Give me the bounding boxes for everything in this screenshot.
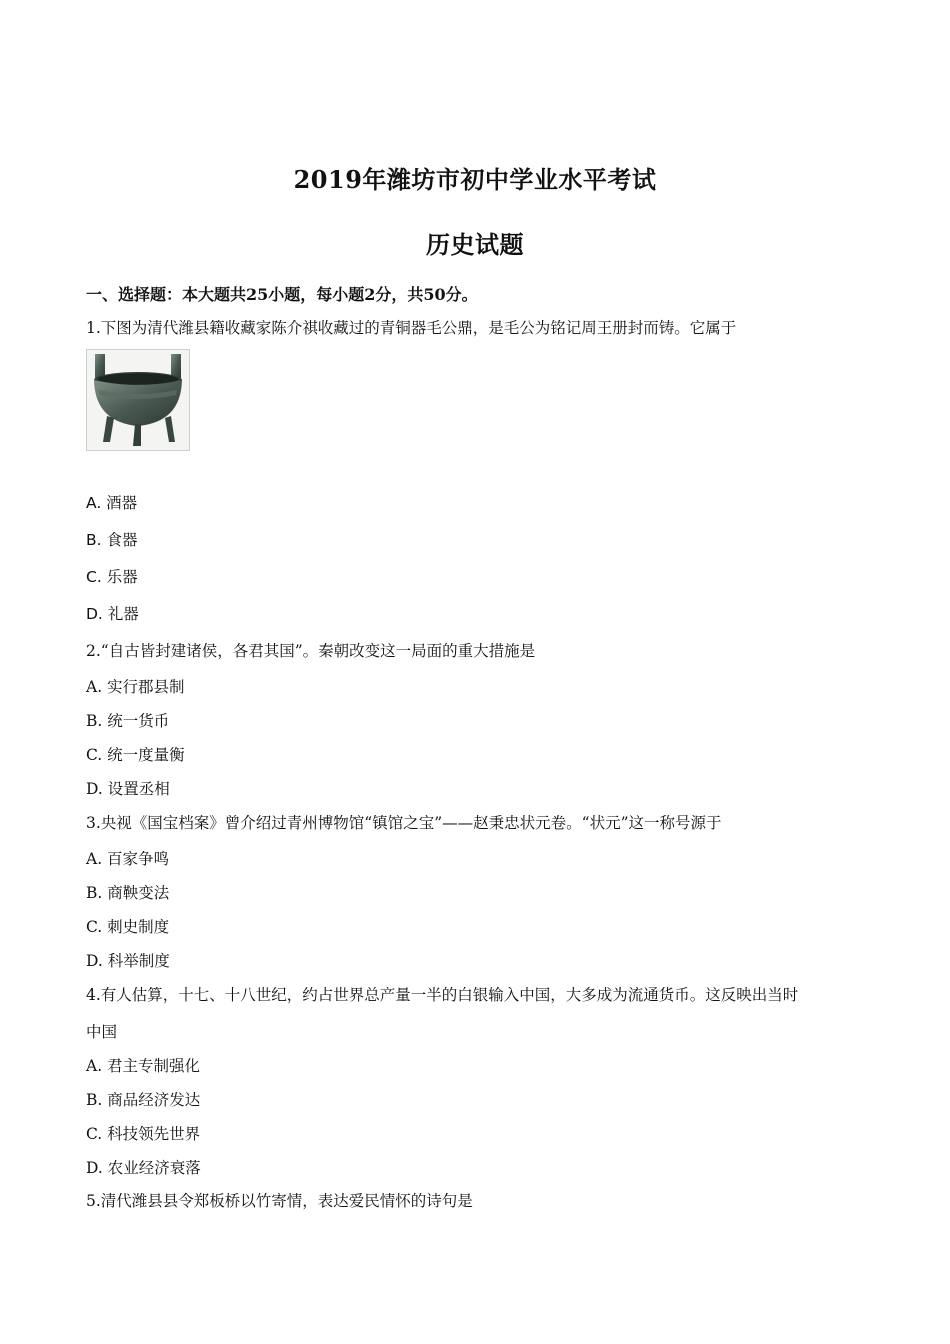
bronze-ding-icon <box>87 350 189 450</box>
question-1-option-a: A. 酒器 <box>86 494 138 512</box>
question-1-option-b: B. 食器 <box>86 531 138 549</box>
question-1-stem: 1.下图为清代潍县籍收藏家陈介祺收藏过的青铜器毛公鼎，是毛公为铭记周王册封而铸。它属于 <box>86 319 737 337</box>
question-2-stem: 2.“自古皆封建诸侯，各君其国”。秦朝改变这一局面的重大措施是 <box>86 642 536 660</box>
bronze-ding-image <box>86 349 190 451</box>
question-3-option-d: D. 科举制度 <box>86 952 170 970</box>
question-3-stem: 3.央视《国宝档案》曾介绍过青州博物馆“镇馆之宝”——赵秉忠状元卷。“状元”这一称号源于 <box>86 814 722 832</box>
question-5-stem: 5.清代潍县县令郑板桥以竹寄情，表达爱民情怀的诗句是 <box>86 1192 473 1210</box>
question-1-option-c: C. 乐器 <box>86 568 138 586</box>
question-3-option-a: A. 百家争鸣 <box>86 850 170 868</box>
question-3-option-c: C. 刺史制度 <box>86 918 170 936</box>
exam-subject: 历史试题 <box>426 230 524 259</box>
question-4-option-d: D. 农业经济衰落 <box>86 1159 201 1177</box>
question-2-option-b: B. 统一货币 <box>86 712 170 730</box>
question-1-option-d: D. 礼器 <box>86 605 139 623</box>
section-heading: 一、选择题：本大题共25小题，每小题2分，共50分。 <box>86 285 478 304</box>
question-4-stem-continued: 中国 <box>86 1023 118 1041</box>
question-4-stem: 4.有人估算，十七、十八世纪，约占世界总产量一半的白银输入中国，大多成为流通货币。这反映出当时 <box>86 986 799 1004</box>
exam-title: 2019年潍坊市初中学业水平考试 <box>293 165 657 194</box>
question-4-option-a: A. 君主专制强化 <box>86 1057 201 1075</box>
question-4-option-b: B. 商品经济发达 <box>86 1091 201 1109</box>
question-3-option-b: B. 商鞅变法 <box>86 884 170 902</box>
question-2-option-c: C. 统一度量衡 <box>86 746 185 764</box>
question-2-option-d: D. 设置丞相 <box>86 780 170 798</box>
question-4-option-c: C. 科技领先世界 <box>86 1125 201 1143</box>
question-2-option-a: A. 实行郡县制 <box>86 678 185 696</box>
